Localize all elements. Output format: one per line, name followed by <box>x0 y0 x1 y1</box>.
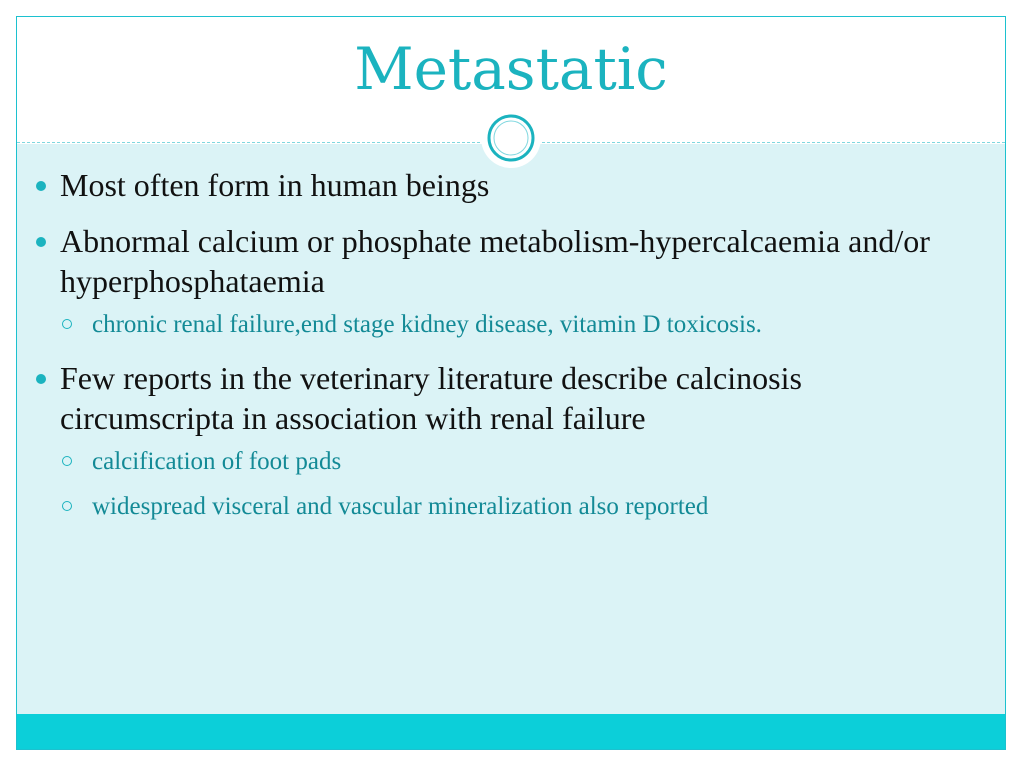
sub-list-item <box>60 307 960 342</box>
sub-list <box>60 444 960 524</box>
list-item <box>30 221 960 342</box>
circle-ornament-icon <box>481 108 541 168</box>
bullet-list <box>30 165 960 540</box>
bullet-dot-icon <box>36 181 46 191</box>
sub-list-item-text: calcification of foot pads <box>92 448 342 475</box>
slide-title: Metastatic <box>354 35 668 103</box>
bullet-dot-icon <box>36 237 46 247</box>
list-item <box>30 165 960 205</box>
bullet-ring-icon <box>62 456 72 466</box>
bullet-dot-icon <box>36 374 46 384</box>
sub-list <box>60 307 960 342</box>
sub-list-item <box>60 444 960 479</box>
bottom-bar <box>17 714 1005 749</box>
list-item-text: Abnormal calcium or phosphate metabolism-hypercalcaemia and/or hyperphosphataemia <box>60 223 930 299</box>
list-item <box>30 358 960 524</box>
list-item-text: Most often form in human beings <box>60 167 490 203</box>
sub-list-item-text: widespread visceral and vascular mineralization also reported <box>92 493 709 520</box>
bullet-ring-icon <box>62 501 72 511</box>
sub-list-item <box>60 489 960 524</box>
sub-list-item-text: chronic renal failure,end stage kidney disease, vitamin D toxicosis. <box>92 311 762 338</box>
list-item-text: Few reports in the veterinary literature describe calcinosis circumscripta in association with renal failure <box>60 360 802 436</box>
bullet-ring-icon <box>62 319 72 329</box>
